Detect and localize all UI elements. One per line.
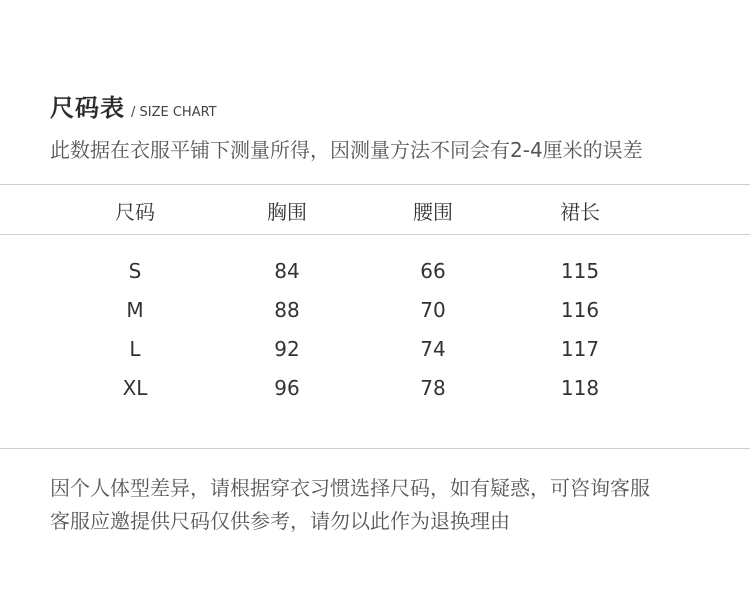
table-cell-waist: 70 — [420, 298, 446, 322]
size-chart-title — [50, 88, 217, 123]
measurement-note: 此数据在衣服平铺下测量所得，因测量方法不同会有2-4厘米的误差 — [50, 138, 643, 162]
disclaimer-line-1: 因个人体型差异，请根据穿衣习惯选择尺码，如有疑惑，可咨询客服 — [50, 476, 650, 500]
table-cell-bust: 96 — [274, 376, 300, 400]
column-header-skirt-length: 裙长 — [560, 200, 600, 224]
column-header-size: 尺码 — [115, 200, 155, 224]
table-cell-bust: 88 — [274, 298, 300, 322]
table-cell-skirt-length: 116 — [560, 298, 600, 322]
disclaimer-line-2: 客服应邀提供尺码仅供参考，请勿以此作为退换理由 — [50, 509, 510, 533]
table-cell-waist: 78 — [420, 376, 446, 400]
column-header-waist: 腰围 — [413, 200, 453, 224]
table-cell-size: M — [126, 298, 144, 322]
table-cell-size: L — [129, 337, 141, 361]
table-cell-bust: 84 — [274, 259, 300, 283]
table-cell-waist: 66 — [420, 259, 446, 283]
title-english: / SIZE CHART — [131, 105, 217, 120]
table-cell-skirt-length: 115 — [560, 259, 600, 283]
table-cell-size: S — [128, 259, 142, 283]
column-header-bust: 胸围 — [267, 200, 307, 224]
table-cell-waist: 74 — [420, 337, 446, 361]
header-bottom-divider — [0, 234, 750, 235]
header-top-divider — [0, 184, 750, 185]
table-cell-skirt-length: 117 — [560, 337, 600, 361]
title-chinese: 尺码表 — [50, 94, 125, 122]
table-cell-skirt-length: 118 — [560, 376, 600, 400]
table-cell-size: XL — [122, 376, 148, 400]
table-cell-bust: 92 — [274, 337, 300, 361]
table-bottom-divider — [0, 448, 750, 449]
